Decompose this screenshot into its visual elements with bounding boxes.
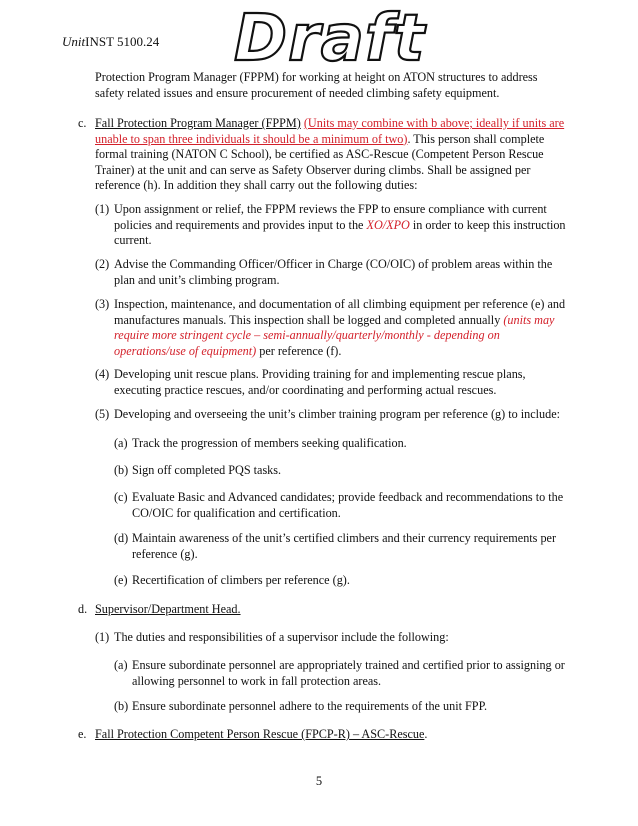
subitem-letter: (a): [114, 658, 128, 672]
duty-item-1: [114, 202, 619, 249]
section-c-red-note: unable to span three individuals it should be a minimum of two): [95, 131, 408, 146]
subitem-text: Ensure subordinate personnel are appropriately trained and certified prior to assigning or: [132, 658, 565, 672]
subitem-letter: (a): [114, 436, 128, 450]
intro-paragraph: [95, 70, 538, 101]
subitem-text: Evaluate Basic and Advanced candidates; provide feedback and recommendations to the: [132, 490, 564, 504]
section-e-tail: .: [424, 727, 428, 741]
intro-line: Protection Program Manager (FPPM) for working at height on ATON structures to address: [95, 70, 538, 84]
red-italic-note: (units may: [503, 312, 555, 327]
header-inst: INST 5100.24: [85, 34, 160, 49]
draft-watermark: [232, 4, 452, 70]
item-text: Upon assignment or relief, the FPPM reviews the FPP to ensure compliance with current: [114, 202, 547, 216]
duty-item-5: [114, 407, 624, 423]
section-c-paragraph: [95, 116, 615, 194]
item-text: current.: [114, 233, 152, 247]
subitem-text: CO/OIC for qualification and certification.: [132, 505, 341, 520]
supervisor-item-1: [114, 630, 449, 646]
item-text: executing practice rescues, and/or coordinating and performing actual rescues.: [114, 382, 497, 397]
subitem-letter: (b): [114, 699, 129, 713]
item-text: Inspection, maintenance, and documentation of all climbing equipment per reference (e) and: [114, 297, 566, 311]
subitem-a: [132, 436, 407, 452]
subitem-text: Sign off completed PQS tasks.: [132, 463, 282, 477]
subitem-text: Ensure subordinate personnel adhere to the requirements of the unit FPP.: [132, 699, 488, 713]
item-text: Developing and overseeing the unit’s climber training program per reference (g) to include:: [114, 407, 561, 421]
draft-watermark-text: Draft: [234, 4, 426, 70]
duty-item-4: [114, 367, 619, 398]
item-number: (4): [95, 367, 110, 381]
subitem-letter: (d): [114, 531, 129, 545]
subitem-text: Maintain awareness of the unit’s certified climbers and their currency requirements per: [132, 531, 557, 545]
section-c-red-note: (Units may combine with b above; ideally if units are: [303, 116, 565, 130]
item-text: plan and unit’s climbing program.: [114, 272, 280, 287]
paragraph-text: . This person shall complete: [407, 131, 545, 146]
item-number: (1): [95, 630, 110, 644]
section-c-label: c.: [78, 116, 87, 130]
paragraph-text: Trainer) at the unit and can serve as Safety Observer during climbs. Shall be assigned per: [95, 162, 531, 177]
item-text: per reference (f).: [256, 343, 342, 358]
subitem-letter: (c): [114, 490, 128, 504]
subitem-letter: (b): [114, 463, 129, 477]
subitem-b: [132, 463, 281, 479]
subitem-e: [132, 573, 350, 589]
header-unit: Unit: [62, 34, 86, 49]
section-c-title: Fall Protection Program Manager (FPPM): [95, 116, 301, 130]
subitem-c: [132, 490, 622, 521]
item-text: The duties and responsibilities of a supervisor include the following:: [114, 630, 449, 644]
item-text: policies and requirements and provides input to the: [114, 217, 367, 232]
red-italic-note: operations/use of equipment): [114, 343, 257, 358]
header-instruction-id: [62, 34, 159, 50]
item-number: (3): [95, 297, 110, 311]
item-text: Advise the Commanding Officer/Officer in Charge (CO/OIC) of problem areas within the: [114, 257, 553, 271]
item-text: manufactures manuals. This inspection shall be logged and completed annually: [114, 312, 504, 327]
duty-item-2: [114, 257, 619, 288]
section-e-title: Fall Protection Competent Person Rescue (FPCP-R) – ASC-Rescue: [95, 727, 425, 741]
supervisor-subitem-b: [132, 699, 487, 715]
item-number: (5): [95, 407, 110, 421]
supervisor-subitem-a: [132, 658, 622, 689]
section-e-heading: [95, 727, 427, 743]
paragraph-text: formal training (NATON C School), be certified as ASC-Rescue (Competent Person Rescue: [95, 147, 544, 161]
subitem-d: [132, 531, 622, 562]
subitem-text: Track the progression of members seeking qualification.: [132, 436, 407, 450]
item-text: in order to keep this instruction: [409, 217, 566, 232]
red-italic-note: XO/XPO: [366, 217, 410, 232]
paragraph-text: reference (h). In addition they shall carry out the following duties:: [95, 178, 418, 192]
section-d-heading: [95, 602, 241, 618]
page-number: 5: [315, 774, 323, 788]
subitem-text: reference (g).: [132, 546, 198, 561]
intro-line: safety related issues and ensure procurement of needed climbing safety equipment.: [95, 85, 500, 100]
subitem-text: Recertification of climbers per reference (g).: [132, 573, 350, 587]
red-italic-note: require more stringent cycle – semi-annually/quarterly/monthly - depending on: [114, 328, 500, 342]
section-d-label: d.: [78, 602, 88, 616]
subitem-text: allowing personnel to work in fall protection areas.: [132, 673, 382, 688]
duty-item-3: [114, 297, 619, 359]
item-number: (2): [95, 257, 110, 271]
item-number: (1): [95, 202, 110, 216]
item-text: Developing unit rescue plans. Providing training for and implementing rescue plans,: [114, 367, 526, 381]
section-d-title: Supervisor/Department Head.: [95, 602, 241, 616]
subitem-letter: (e): [114, 573, 128, 587]
section-e-label: e.: [78, 727, 87, 741]
